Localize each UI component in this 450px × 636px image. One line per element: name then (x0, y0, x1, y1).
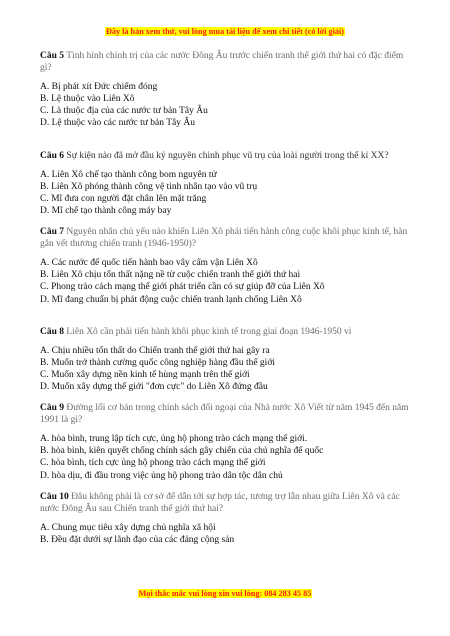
option-b: B. Liên Xô chịu tổn thất nặng nề từ cuộc chiến tranh thế giới thứ hai (40, 270, 301, 281)
question-label: Câu 7 (40, 227, 65, 238)
option-b: B. hòa bình, kiên quyết chống chính sách gây chiến của chủ nghĩa đế quốc (40, 446, 324, 457)
question-title (40, 491, 412, 515)
question-text: Liên Xô cần phải tiến hành khôi phục kinh tế trong giai đoạn 1946-1950 vì (66, 326, 352, 337)
question-text: Đường lối cơ bản trong chính sách đối ngoại của Nhà nước Xô Viết từ năm 1945 đến năm 1991 là gì? (40, 403, 409, 426)
option-d: D. hòa dịu, đi đầu trong việc ủng hộ phong trào dân tộc dân chủ (40, 470, 283, 481)
question-10 (40, 491, 412, 546)
option-c: C. Phong trào cách mạng thế giới phát triển cần có sự giúp đỡ của Liên Xô (40, 282, 325, 293)
option-a: A. hòa bình, trung lập tích cực, ủng hộ phong trào cách mạng thế giới. (40, 434, 308, 445)
option-a: A. Chịu nhiều tổn thất do Chiến tranh thế giới thứ hai gây ra (40, 345, 270, 356)
question-text: Tình hình chính trị của các nước Đông Âu trước chiến tranh thế giới thứ hai có đặc điểm gì? (40, 51, 404, 74)
option-d: D. Mĩ chế tạo thành công máy bay (40, 205, 172, 216)
question-title (40, 150, 412, 162)
question-label: Câu 5 (40, 51, 65, 61)
question-label: Câu 8 (40, 326, 65, 337)
question-text: Sự kiện nào đã mở đầu kỷ nguyên chinh phục vũ trụ của loài người trong thế kỉ XX? (66, 150, 389, 161)
option-c: C. hòa bình, tích cực ủng hộ phong trào cách mạng thế giới (40, 458, 266, 469)
question-title (40, 226, 412, 250)
question-7 (40, 226, 412, 306)
question-title (40, 402, 412, 426)
question-5 (40, 50, 412, 130)
question-label: Câu 9 (40, 403, 65, 414)
question-6 (40, 150, 412, 217)
option-b: B. Muốn trở thành cường quốc công nghiệp hàng đầu thế giới (40, 357, 275, 368)
question-title (40, 326, 412, 338)
question-text: Đâu không phải là cơ sở để dẫn tới sự hợp tác, tương trợ lẫn nhau giữa Liên Xô và các nước Đông Âu sau Chiến tranh thế giới thứ hai? (40, 491, 400, 514)
option-d: D. Lệ thuộc vào các nước tư bản Tây Âu (40, 118, 195, 129)
option-c: C. Muốn xây dựng nền kinh tế hùng mạnh trên thế giới (40, 369, 250, 380)
question-8 (40, 326, 412, 393)
option-c: C. Mĩ đưa con người đặt chân lên mặt trăng (40, 193, 207, 204)
option-c: C. Là thuộc địa của các nước tư bản Tây Âu (40, 106, 208, 117)
option-b: B. Liên Xô phóng thành công vệ tinh nhân tạo vào vũ trụ (40, 181, 258, 192)
option-a: A. Liên Xô chế tạo thành công bom nguyên tử (40, 169, 217, 180)
option-a: A. Bị phát xít Đức chiếm đóng (40, 82, 158, 93)
option-a: A. Chung mục tiêu xây dựng chủ nghĩa xã hội (40, 522, 216, 533)
preview-notice-banner (0, 27, 450, 37)
option-d: D. Mĩ đang chuẩn bị phát động cuộc chiến tranh lạnh chống Liên Xô (40, 294, 302, 305)
preview-notice-text: Đây là bản xem thử, vui lòng mua tài liệu để xem chi tiết (có lời giải) (105, 27, 344, 36)
option-b: B. Lệ thuộc vào Liên Xô (40, 94, 135, 105)
option-a: A. Các nước đế quốc tiến hành bao vây cấm vận Liên Xô (40, 258, 258, 269)
contact-text: Mọi thắc mắc vui lòng xin vui lòng: 084 283 45 85 (138, 589, 312, 598)
question-label: Câu 10 (40, 491, 69, 502)
option-d: D. Muốn xây dựng thế giới "đơn cực" do Liên Xô đứng đầu (40, 381, 268, 392)
question-label: Câu 6 (40, 150, 65, 161)
option-b: B. Đều đặt dưới sự lãnh đạo của các đảng cộng sản (40, 534, 235, 545)
question-9 (40, 402, 412, 482)
question-text: Nguyên nhân chủ yếu nào khiến Liên Xô phải tiến hành công cuộc khôi phục kinh tế, hàn gắn vết thương chiến tranh (1946-1950)? (40, 227, 408, 250)
question-list (40, 50, 412, 546)
contact-banner (0, 589, 450, 599)
question-title (40, 50, 412, 74)
